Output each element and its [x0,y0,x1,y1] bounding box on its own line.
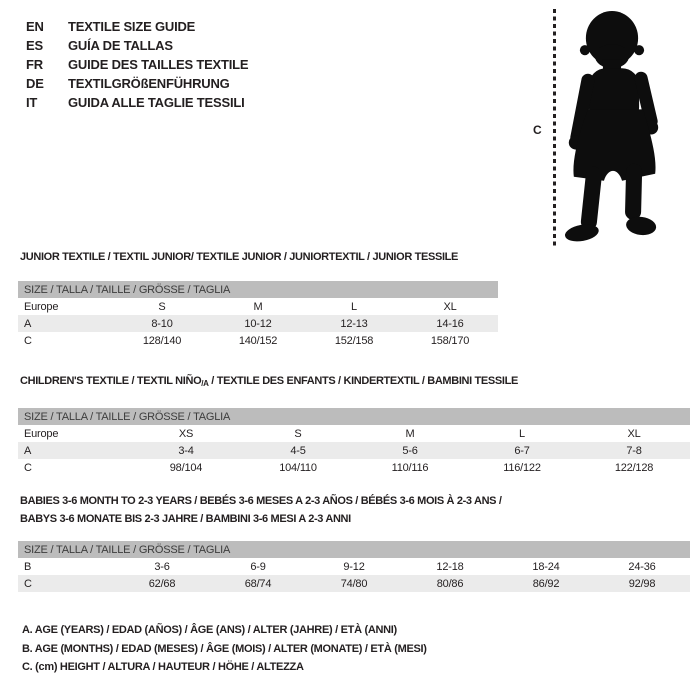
footnote-line: A. AGE (YEARS) / EDAD (AÑOS) / ÂGE (ANS) / ALTER (JAHRE) / ETÀ (ANNI) [22,624,397,636]
size-header-label: SIZE / TALLA / TAILLE / GRÖSSE / TAGLIA [18,408,690,425]
row-label: C [18,575,114,592]
footnote-line: C. (cm) HEIGHT / ALTURA / HAUTEUR / HÖHE / ALTEZZA [22,661,304,673]
language-list [26,17,248,112]
language-title: TEXTILGRÖßENFÜHRUNG [68,76,230,91]
size-cell: 158/170 [430,334,470,347]
language-title: TEXTILE SIZE GUIDE [68,19,196,34]
size-cell: 7-8 [578,442,690,459]
section-title-text: JUNIOR TEXTILE / TEXTIL JUNIOR/ TEXTILE JUNIOR / JUNIORTEXTIL / JUNIOR TESSILE [20,251,459,263]
size-cell: 110/116 [391,461,429,474]
language-title: GUIDA ALLE TAGLIE TESSILI [68,95,245,110]
size-cell: 14-16 [402,315,498,332]
language-row [26,17,248,36]
size-cell: 116/122 [503,461,541,474]
language-title: GUÍA DE TALLAS [68,38,173,53]
size-cell: 18-24 [532,560,560,573]
size-cell: S [158,300,166,313]
language-code: ES [26,38,43,53]
footnotes [22,621,427,677]
size-cell: 4-5 [242,442,354,459]
row-label: Europe [24,300,59,313]
size-cell: 98/104 [169,461,203,474]
language-code: IT [26,95,38,110]
row-label: C [24,334,32,347]
size-cell: 74/80 [306,575,402,592]
size-cell: XL [443,300,457,313]
table-row [18,442,690,459]
size-cell: 6-9 [250,560,266,573]
size-section-junior [18,250,498,349]
section-title-line [20,250,498,264]
size-cell: 62/68 [114,575,210,592]
table-row [18,558,690,575]
language-code: EN [26,19,44,34]
section-title [20,492,690,528]
size-table [18,541,690,592]
size-section-children [18,374,690,476]
size-cell: 6-7 [466,442,578,459]
table-row [18,332,498,349]
row-label: A [18,442,130,459]
size-cell: 128/140 [142,334,182,347]
size-cell: L [351,300,357,313]
section-title-line [20,492,690,510]
size-header-label: SIZE / TALLA / TAILLE / GRÖSSE / TAGLIA [18,541,690,558]
size-table [18,281,498,349]
size-cell: XS [178,427,194,440]
language-title: GUIDE DES TAILLES TEXTILE [68,57,249,72]
section-title [20,374,690,391]
row-label: A [18,315,114,332]
language-row [26,93,248,112]
table-row [18,575,690,592]
section-title-line [20,374,690,391]
size-cell: 3-6 [154,560,170,573]
section-title-text: BABIES 3-6 MONTH TO 2-3 YEARS / BEBÉS 3-6 MESES A 2-3 AÑOS / BÉBÉS 3-6 MOIS À 2-3 ANS / [20,495,502,507]
row-label: C [24,461,32,474]
size-cell: XL [627,427,641,440]
size-section-babies [18,492,690,592]
language-row [26,36,248,55]
size-header-label: SIZE / TALLA / TAILLE / GRÖSSE / TAGLIA [18,281,498,298]
table-row [18,425,690,442]
table-row [18,298,498,315]
language-row [26,74,248,93]
section-title [20,250,498,264]
row-label: Europe [24,427,59,440]
section-title-text: / TEXTILE DES ENFANTS / KINDERTEXTIL / BAMBINI TESSILE [208,375,518,387]
size-cell: M [253,300,263,313]
size-header-row [18,281,498,298]
height-measure-dashed-line [553,9,556,247]
size-cell: 122/128 [614,461,654,474]
section-title-line [20,510,690,528]
size-cell: 80/86 [402,575,498,592]
size-cell: 3-4 [130,442,242,459]
row-label: B [24,560,32,573]
size-cell: 12-13 [306,315,402,332]
table-row [18,459,690,476]
size-cell: 86/92 [498,575,594,592]
size-cell: S [294,427,302,440]
section-title-text: CHILDREN'S TEXTILE / TEXTIL NIÑO [20,375,202,387]
size-cell: 12-18 [436,560,464,573]
language-code: FR [26,57,43,72]
size-cell: 10-12 [210,315,306,332]
size-cell: 8-10 [114,315,210,332]
toddler-silhouette-icon [563,9,665,245]
size-cell: L [519,427,525,440]
size-cell: 104/110 [279,461,317,474]
size-table [18,408,690,476]
size-cell: 24-36 [628,560,656,573]
language-row [26,55,248,74]
size-cell: 140/152 [238,334,278,347]
height-measure-label: C [533,123,542,137]
footnote-line: B. AGE (MONTHS) / EDAD (MESES) / ÂGE (MOIS) / ALTER (MONATE) / ETÀ (MESI) [22,642,427,655]
size-cell: 68/74 [210,575,306,592]
section-title-text: /A [201,379,209,388]
language-code: DE [26,76,44,91]
size-cell: 9-12 [343,560,365,573]
table-row [18,315,498,332]
size-cell: M [405,427,415,440]
size-header-row [18,541,690,558]
size-cell: 152/158 [334,334,374,347]
size-cell: 92/98 [594,575,690,592]
size-header-row [18,408,690,425]
section-title-text: BABYS 3-6 MONATE BIS 2-3 JAHRE / BAMBINI 3-6 MESI A 2-3 ANNI [20,513,351,525]
size-cell: 5-6 [354,442,466,459]
